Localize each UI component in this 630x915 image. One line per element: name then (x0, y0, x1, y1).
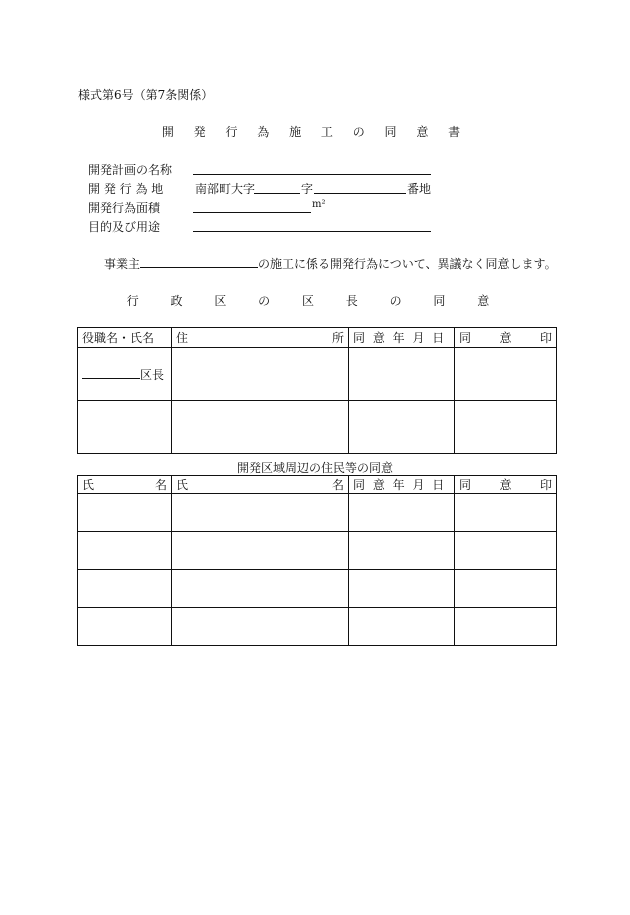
seal-cell[interactable] (455, 570, 557, 608)
name-cell[interactable] (78, 608, 172, 646)
consent-date-cell[interactable] (349, 401, 455, 454)
ward-name-input-line[interactable] (82, 367, 140, 379)
name-cell-2[interactable] (172, 532, 349, 570)
plan-name-label: 開発計画の名称 (88, 163, 173, 177)
form-number: 様式第6号（第7条関係） (78, 88, 214, 102)
consent-date-cell[interactable] (349, 494, 455, 532)
residents-consent-table (77, 475, 557, 646)
purpose-label: 目的及び用途 (88, 220, 161, 234)
location-prefix: 南部町大字 (195, 182, 256, 196)
section1-title: 行 政 区 の 区 長 の 同 意 (126, 294, 504, 308)
table-row (78, 570, 557, 608)
name-cell-2[interactable] (172, 570, 349, 608)
table-header-row (78, 328, 557, 348)
header-seal: 同 意 印 (455, 476, 557, 494)
section2-title: 開発区域周辺の住民等の同意 (236, 461, 393, 475)
name-cell[interactable] (78, 532, 172, 570)
name-cell-2[interactable] (172, 608, 349, 646)
table-row (78, 608, 557, 646)
business-owner-input-line[interactable] (140, 256, 258, 268)
header-title-name: 役職名・氏名 (78, 328, 172, 348)
consent-date-cell[interactable] (349, 348, 455, 401)
seal-cell[interactable] (455, 348, 557, 401)
name-cell-2[interactable] (172, 494, 349, 532)
consent-prefix: 事業主 (104, 257, 141, 271)
location-oaza-input-line[interactable] (254, 193, 300, 194)
consent-sentence (104, 255, 557, 272)
location-label: 開 発 行 為 地 (88, 182, 164, 196)
name-cell[interactable] (78, 401, 172, 454)
address-cell[interactable] (172, 348, 349, 401)
consent-suffix: の施工に係る開発行為について、異議なく同意します。 (258, 257, 557, 271)
ward-chief-name-cell[interactable] (78, 348, 172, 401)
table-row (78, 348, 557, 401)
header-address: 住 所 (172, 328, 349, 348)
consent-date-cell[interactable] (349, 532, 455, 570)
header-name: 氏 名 (78, 476, 172, 494)
consent-date-cell[interactable] (349, 608, 455, 646)
seal-cell[interactable] (455, 608, 557, 646)
seal-cell[interactable] (455, 494, 557, 532)
seal-cell[interactable] (455, 532, 557, 570)
table-row (78, 401, 557, 454)
header-name-2: 氏 名 (172, 476, 349, 494)
seal-cell[interactable] (455, 401, 557, 454)
document-title: 開 発 行 為 施 工 の 同 意 書 (161, 125, 469, 139)
address-cell[interactable] (172, 401, 349, 454)
plan-name-input-line[interactable] (193, 174, 431, 175)
location-aza-input-line[interactable] (314, 193, 406, 194)
header-consent-date: 同 意 年 月 日 (349, 328, 455, 348)
location-banchi-label: 番地 (407, 182, 432, 196)
area-unit: m² (312, 199, 326, 210)
name-cell[interactable] (78, 494, 172, 532)
table-header-row (78, 476, 557, 494)
ward-chief-consent-table (77, 327, 557, 454)
table-row (78, 494, 557, 532)
area-label: 開発行為面積 (88, 201, 161, 215)
consent-date-cell[interactable] (349, 570, 455, 608)
name-cell[interactable] (78, 570, 172, 608)
header-seal: 同 意 印 (455, 328, 557, 348)
header-consent-date: 同 意 年 月 日 (349, 476, 455, 494)
table-row (78, 532, 557, 570)
purpose-input-line[interactable] (193, 231, 431, 232)
ward-chief-suffix: 区長 (140, 367, 165, 382)
location-aza-label: 字 (301, 182, 314, 196)
area-input-line[interactable] (193, 212, 311, 213)
